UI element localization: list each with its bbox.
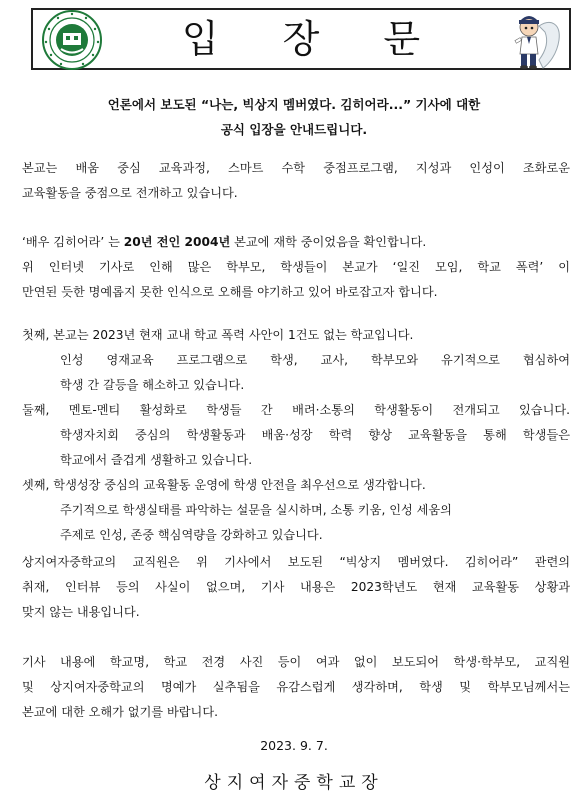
confirm-text: 본교에 재학 중이었음을 확인합니다. — [230, 235, 427, 249]
intro-paragraph — [22, 156, 570, 206]
confirm-highlight: 20년 전인 2004년 — [123, 235, 231, 249]
paragraph-line: 본교에 대한 오해가 없기를 바랍니다. — [22, 705, 218, 719]
document-header — [31, 8, 571, 70]
point-heading: 첫째, 본교는 2023년 현재 교내 학교 폭력 사안이 1건도 없는 학교입니다. — [22, 328, 414, 342]
mascot-character-icon — [509, 12, 563, 70]
page-title: 입 장 문 — [181, 17, 447, 61]
paragraph-line: 맞지 않는 내용입니다. — [22, 605, 140, 619]
paragraph-line: 기사 내용에 학교명, 학교 전경 사진 등이 여과 없이 보도되어 학생·학부모, 교직원 — [22, 655, 570, 669]
point-heading: 둘째, 멘토-멘티 활성화로 학생들 간 배려·소통의 학생활동이 전개되고 있습니다. — [22, 403, 570, 417]
staff-statement-paragraph — [22, 550, 570, 625]
point-body: 학교에서 즐겁게 생활하고 있습니다. — [60, 453, 253, 467]
point-body: 주기적으로 학생실태를 파악하는 설문을 실시하며, 소통 키움, 인성 세움의 — [60, 503, 452, 517]
points-list — [22, 323, 570, 548]
point-heading: 셋째, 학생성장 중심의 교육활동 운영에 학생 안전을 최우선으로 생각합니다. — [22, 478, 426, 492]
principal-signature: 상지여자중학교장 — [204, 773, 384, 793]
point-body: 학생자치회 중심의 학생활동과 배움·성장 학력 향상 교육활동을 통해 학생들은 — [60, 428, 570, 442]
subtitle-line: 언론에서 보도된 “나는, 빅상지 멤버였다. 김히어라...” 기사에 대한 — [107, 97, 481, 112]
paragraph-line: 본교는 배움 중심 교육과정, 스마트 수학 중점프로그램, 지성과 인성이 조화로운 — [22, 161, 570, 175]
confirmation-paragraph — [22, 230, 570, 305]
paragraph-line: 상지여자중학교의 교직원은 위 기사에서 보도된 “빅상지 멤버였다. 김히어라” 관련의 — [22, 555, 570, 569]
point-body: 학생 간 갈등을 해소하고 있습니다. — [60, 378, 245, 392]
point-body: 주제로 인성, 존중 핵심역량을 강화하고 있습니다. — [60, 528, 323, 542]
paragraph-line: 및 상지여자중학교의 명예가 실추됨을 유감스럽게 생각하며, 학생 및 학부모님께서는 — [22, 680, 570, 694]
subtitle-line: 공식 입장을 안내드립니다. — [220, 122, 368, 137]
confirm-text: ‘배우 김히어라’ 는 — [22, 235, 124, 249]
document-date: 2023. 9. 7. — [260, 738, 328, 753]
paragraph-line — [22, 230, 570, 255]
statement-subtitle — [0, 92, 588, 142]
paragraph-line: 취재, 인터뷰 등의 사실이 없으며, 기사 내용은 2023학년도 현재 교육활동 상황과 — [22, 580, 570, 594]
paragraph-line: 교육활동을 중점으로 전개하고 있습니다. — [22, 186, 238, 200]
paragraph-line: 만연된 듯한 명예롭지 못한 인식으로 오해를 야기하고 있어 바로잡고자 합니다. — [22, 285, 438, 299]
point-body: 인성 영재교육 프로그램으로 학생, 교사, 학부모와 유기적으로 협심하여 — [60, 353, 570, 367]
paragraph-line: 위 인터넷 기사로 인해 많은 학부모, 학생들이 본교가 ‘일진 모임, 학교 폭력’ 이 — [22, 260, 570, 274]
closing-paragraph — [22, 650, 570, 725]
